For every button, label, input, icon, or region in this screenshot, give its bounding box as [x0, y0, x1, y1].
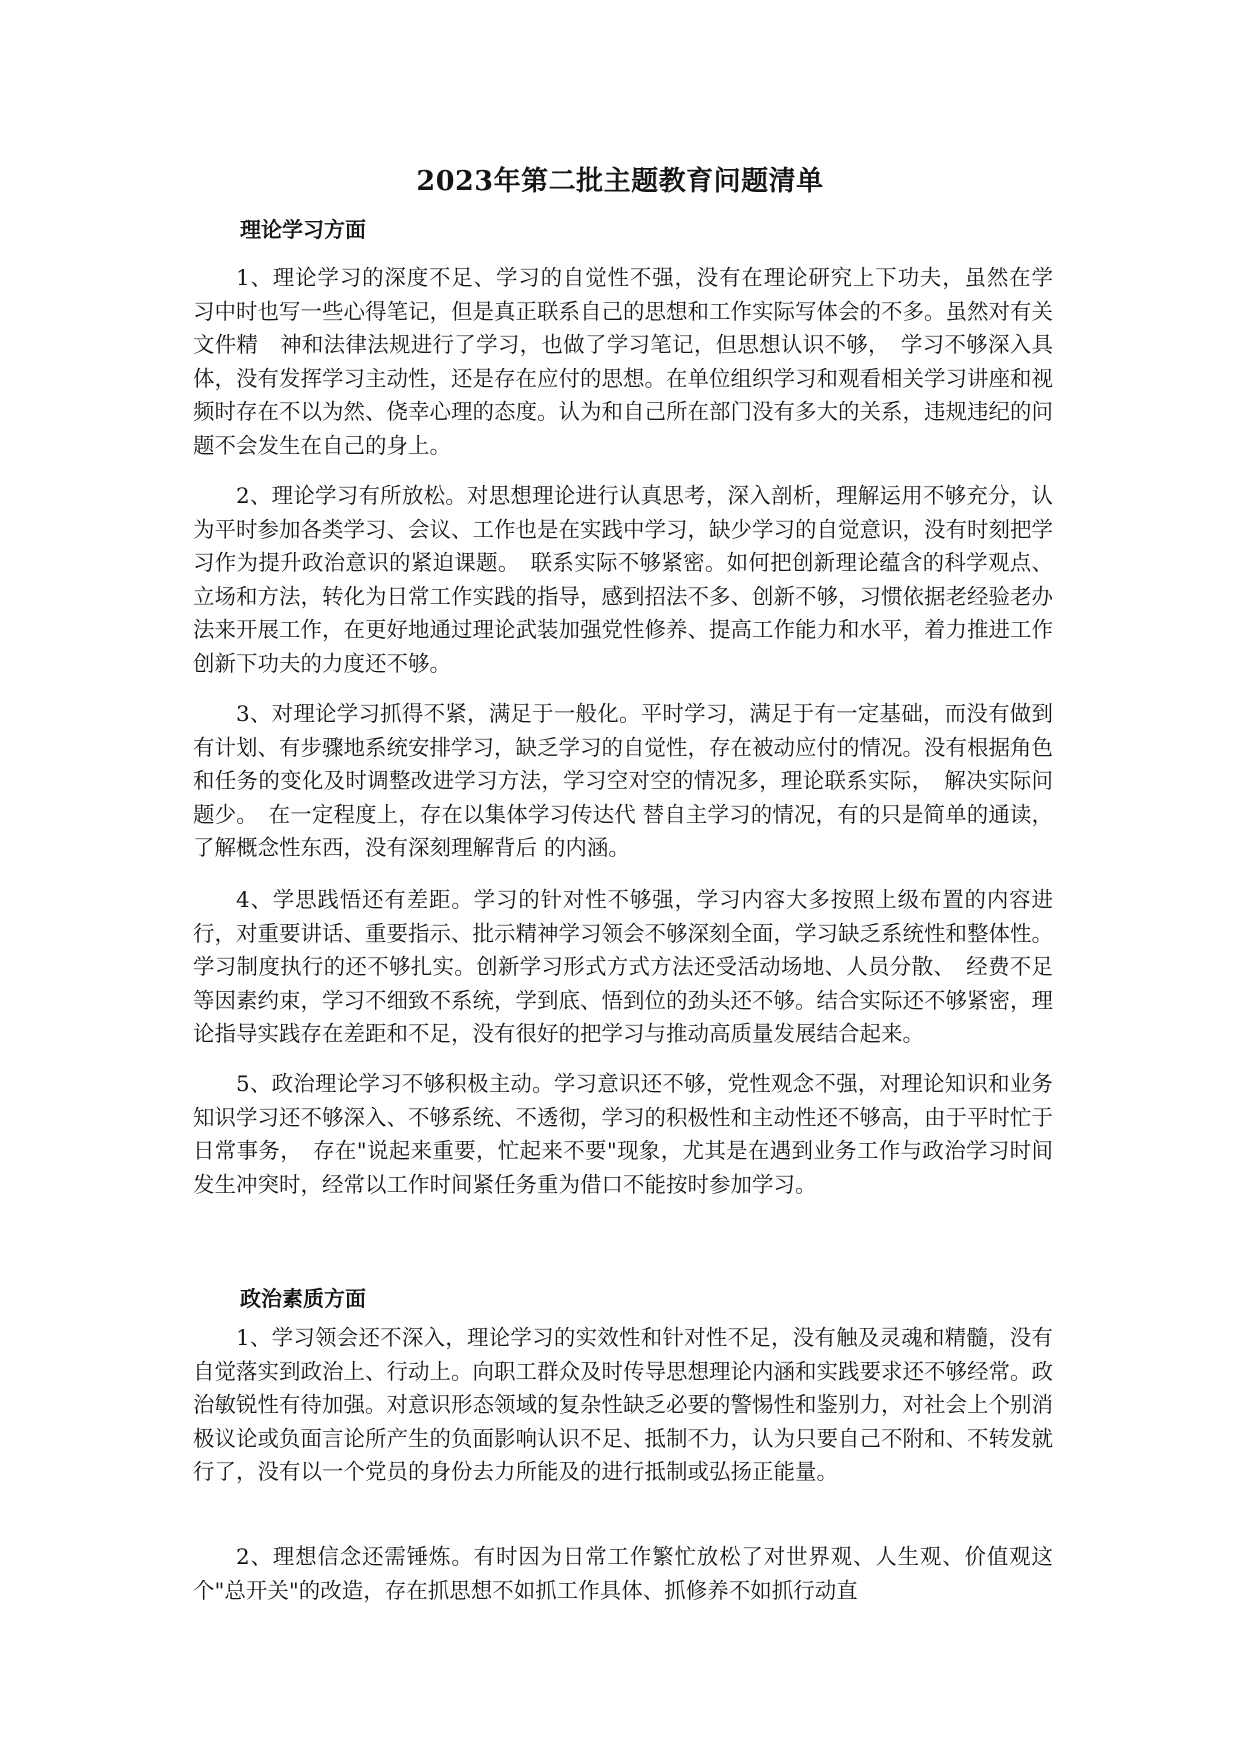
document-title: 2023年第二批主题教育问题清单	[416, 166, 824, 197]
paragraph: 1、理论学习的深度不足、学习的自觉性不强，没有在理论研究上下功夫，虽然在学 习中时也写一些心得笔记，但是真正联系自己的思想和工作实际写体会的不多。虽然对有关文件精 神和法律法规进行了学习，也做了学习笔记，但思想认识不够， 学习不够深入具体，没有发挥学习主动性，还是存在应付的思想。在单位组织学习和观看相关学习讲座和视频时存在不以为然、侥幸心理的态度。认为和自己所在部门没有多大的关系，违规违纪的问题不会发生在自己的身上。	[193, 266, 1075, 459]
section-heading-theory-study: 理论学习方面	[240, 218, 366, 242]
paragraph: 4、学思践悟还有差距。学习的针对性不够强，学习内容大多按照上级布置的内容进行，对重要讲话、重要指示、批示精神学习领会不够深刻全面，学习缺乏系统性和整体性。学习制度执行的还不够扎实。创新学习形式方式方法还受活动场地、人员分散、 经费不足等因素约束，学习不细致不系统，学到底、悟到位的劲头还不够。结合实际还不够紧密，理论指导实践存在差距和不足，没有很好的把学习与推动高质量发展结合起来。	[193, 888, 1054, 1047]
section-heading-political-quality: 政治素质方面	[240, 1287, 366, 1311]
paragraph: 2、理论学习有所放松。对思想理论进行认真思考，深入剖析，理解运用不够充分，认为平时参加各类学习、会议、工作也是在实践中学习，缺少学习的自觉意识，没有时刻把学习作为提升政治意识的紧迫课题。 联系实际不够紧密。如何把创新理论蕴含的科学观点、立场和方法，转化为日常工作实践的指导，感到招法不多、创新不够，习惯依据老经验老办法来开展工作，在更好地通过理论武装加强党性修养、提高工作能力和水平，着力推进工作创新下功夫的力度还不够。	[193, 484, 1054, 677]
paragraph: 1、学习领会还不深入，理论学习的实效性和针对性不足，没有触及灵魂和精髓，没有自觉落实到政治上、行动上。向职工群众及时传导思想理论内涵和实践要求还不够经常。政治敏锐性有待加强。对意识形态领域的复杂性缺乏必要的警惕性和鉴别力，对社会上个别消极议论或负面言论所产生的负面影响认识不足、抵制不力，认为只要自己不附和、不转发就行了，没有以一个党员的身份去力所能及的进行抵制或弘扬正能量。	[193, 1326, 1054, 1485]
paragraph: 3、对理论学习抓得不紧，满足于一般化。平时学习，满足于有一定基础，而没有做到有计划、有步骤地系统安排学习，缺乏学习的自觉性，存在被动应付的情况。没有根据角色和任务的变化及时调整改进学习方法，学习空对空的情况多，理论联系实际， 解决实际问题少。 在一定程度上，存在以集体学习传达代 替自主学习的情况，有的只是简单的通读，了解概念性东西，没有深刻理解背后 的内涵。	[193, 702, 1054, 861]
paragraph: 2、理想信念还需锤炼。有时因为日常工作繁忙放松了对世界观、人生观、价值观这个"总开关"的改造，存在抓思想不如抓工作具体、抓修养不如抓行动直	[193, 1545, 1053, 1604]
paragraph: 5、政治理论学习不够积极主动。学习意识还不够，党性观念不强，对理论知识和业务知识学习还不够深入、不够系统、不透彻，学习的积极性和主动性还不够高，由于平时忙于日常事务， 存在"说起来重要，忙起来不要"现象，尤其是在遇到业务工作与政治学习时间发生冲突时，经常以工作时间紧任务重为借口不能按时参加学习。	[193, 1072, 1054, 1198]
